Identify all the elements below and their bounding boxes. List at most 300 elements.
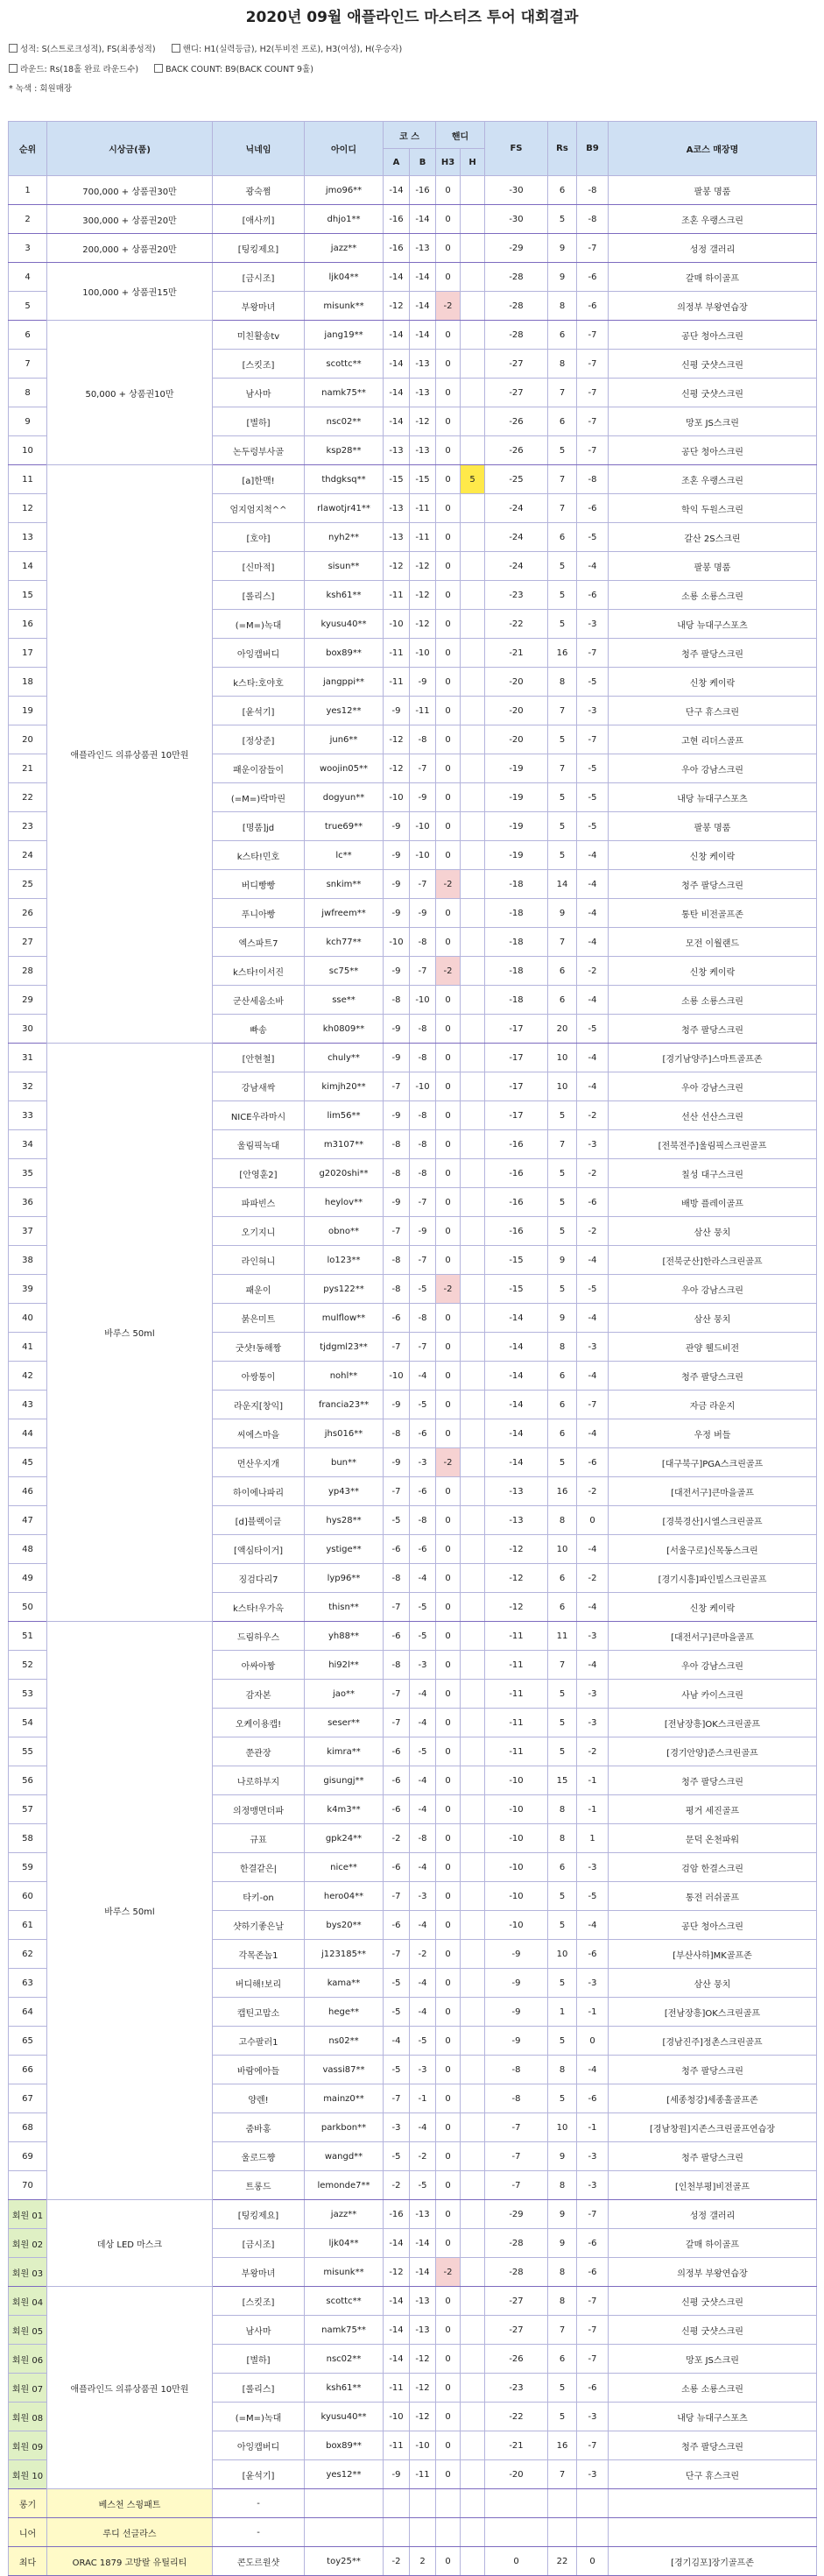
rs-cell: 20 <box>548 1015 577 1044</box>
store-cell: [경기안양]준스크린골프 <box>609 1737 817 1766</box>
fs-cell: -17 <box>485 1072 548 1101</box>
score-a-cell: -9 <box>384 841 410 870</box>
h3-cell: 0 <box>436 1333 461 1362</box>
score-b-cell: -8 <box>410 1101 436 1130</box>
fs-cell: -26 <box>485 436 548 465</box>
fs-cell: -7 <box>485 2142 548 2171</box>
h3-cell: 0 <box>436 2316 461 2345</box>
b9-cell: -6 <box>577 263 609 292</box>
h-cell <box>461 2403 485 2431</box>
score-b-cell: -12 <box>410 407 436 436</box>
id-cell: jang19** <box>305 321 384 350</box>
store-cell: 갈매 하이골프 <box>609 2229 817 2258</box>
h-cell <box>461 1159 485 1188</box>
b9-cell: -5 <box>577 668 609 697</box>
id-cell: dhjo1** <box>305 205 384 234</box>
score-b-cell: -9 <box>410 1217 436 1246</box>
prize-cell: 300,000 + 상품권20만 <box>47 205 213 234</box>
id-cell: kh0809** <box>305 1015 384 1044</box>
rank-cell: 61 <box>9 1911 47 1940</box>
table-row <box>9 205 817 234</box>
rs-cell: 6 <box>548 1564 577 1593</box>
b9-cell: -5 <box>577 1275 609 1304</box>
fs-cell: -26 <box>485 2345 548 2374</box>
h-cell <box>461 812 485 841</box>
b9-cell: -2 <box>577 1737 609 1766</box>
fs-cell: -24 <box>485 494 548 523</box>
h-cell <box>461 2084 485 2113</box>
id-cell: ksh61** <box>305 2374 384 2403</box>
score-a-cell: -12 <box>384 725 410 754</box>
h-cell <box>461 436 485 465</box>
h3-cell: 0 <box>436 2113 461 2142</box>
b9-cell: 0 <box>577 2027 609 2056</box>
score-a-cell: -14 <box>384 263 410 292</box>
rs-cell: 10 <box>548 1072 577 1101</box>
h-cell <box>461 552 485 581</box>
nick-cell: 양렌! <box>213 2084 305 2113</box>
score-a-cell: -13 <box>384 523 410 552</box>
legend-line-3: * 녹색 : 회원매장 <box>9 84 73 94</box>
score-b-cell <box>410 2489 436 2518</box>
score-b-cell: -4 <box>410 1709 436 1737</box>
h3-cell: 0 <box>436 176 461 205</box>
store-cell: 우아 강남스크린 <box>609 754 817 783</box>
id-cell: yh88** <box>305 1622 384 1651</box>
rs-cell: 7 <box>548 2460 577 2489</box>
score-b-cell: -11 <box>410 494 436 523</box>
score-b-cell: -6 <box>410 1477 436 1506</box>
b9-cell: -6 <box>577 581 609 610</box>
score-a-cell: -16 <box>384 205 410 234</box>
prize-cell: 50,000 + 상품권10만 <box>47 321 213 465</box>
fs-cell: -9 <box>485 1998 548 2027</box>
rank-cell: 31 <box>9 1044 47 1072</box>
rs-cell: 5 <box>548 1101 577 1130</box>
score-a-cell: -6 <box>384 1766 410 1795</box>
nick-cell: 아잉캡버디 <box>213 639 305 668</box>
id-cell: box89** <box>305 2431 384 2460</box>
id-cell: mulflow** <box>305 1304 384 1333</box>
score-a-cell: -7 <box>384 1680 410 1709</box>
nick-cell: 남사마 <box>213 2316 305 2345</box>
store-cell: [인천부평]비전골프 <box>609 2171 817 2200</box>
fs-cell: -16 <box>485 1217 548 1246</box>
fs-cell: -27 <box>485 2287 548 2316</box>
fs-cell: -14 <box>485 1391 548 1419</box>
rs-cell: 8 <box>548 668 577 697</box>
b9-cell: -3 <box>577 697 609 725</box>
rank-cell: 68 <box>9 2113 47 2142</box>
score-b-cell: -4 <box>410 1766 436 1795</box>
prize-cell: 루디 선글라스 <box>47 2518 213 2547</box>
fs-cell: -30 <box>485 176 548 205</box>
h-cell <box>461 1651 485 1680</box>
store-cell: 신창 케이락 <box>609 668 817 697</box>
b9-cell: 0 <box>577 2547 609 2576</box>
nick-cell: 버디해!보리 <box>213 1969 305 1998</box>
h3-cell: 0 <box>436 1159 461 1188</box>
score-b-cell: 2 <box>410 2547 436 2576</box>
score-b-cell: -8 <box>410 1044 436 1072</box>
score-a-cell: -11 <box>384 2431 410 2460</box>
b9-cell: -3 <box>577 2171 609 2200</box>
rs-cell: 6 <box>548 1362 577 1391</box>
rs-cell: 5 <box>548 1882 577 1911</box>
h3-cell: -2 <box>436 957 461 986</box>
h3-cell: 0 <box>436 1651 461 1680</box>
h3-cell: 0 <box>436 2403 461 2431</box>
h-cell <box>461 986 485 1015</box>
id-cell: j123185** <box>305 1940 384 1969</box>
score-a-cell: -8 <box>384 1564 410 1593</box>
b9-cell: -6 <box>577 1940 609 1969</box>
fs-cell: -10 <box>485 1795 548 1824</box>
b9-cell: -5 <box>577 783 609 812</box>
store-cell: 공단 청아스크린 <box>609 1911 817 1940</box>
h-cell <box>461 494 485 523</box>
nick-cell: [안현철] <box>213 1044 305 1072</box>
rs-cell: 5 <box>548 552 577 581</box>
id-cell: kch77** <box>305 928 384 957</box>
score-a-cell: -14 <box>384 350 410 379</box>
score-b-cell: -13 <box>410 436 436 465</box>
legend-line-1 <box>9 42 402 54</box>
id-cell: thisn** <box>305 1593 384 1622</box>
b9-cell: -4 <box>577 986 609 1015</box>
store-cell: 청주 팔당스크린 <box>609 2431 817 2460</box>
rs-cell: 7 <box>548 465 577 494</box>
score-a-cell: -9 <box>384 812 410 841</box>
score-a-cell: -14 <box>384 2229 410 2258</box>
fs-cell: -14 <box>485 1333 548 1362</box>
fs-cell: -20 <box>485 697 548 725</box>
nick-cell: 타키-on <box>213 1882 305 1911</box>
score-b-cell: -12 <box>410 610 436 639</box>
score-b-cell: -10 <box>410 986 436 1015</box>
fs-cell: -14 <box>485 1419 548 1448</box>
h3-cell: 0 <box>436 1737 461 1766</box>
rank-cell: 10 <box>9 436 47 465</box>
rank-cell: 16 <box>9 610 47 639</box>
rank-cell: 5 <box>9 292 47 321</box>
rank-cell: 20 <box>9 725 47 754</box>
b9-cell: -8 <box>577 176 609 205</box>
b9-cell: -4 <box>577 899 609 928</box>
store-cell: [경북경산]시엘스크린골프 <box>609 1506 817 1535</box>
rs-cell: 8 <box>548 1506 577 1535</box>
store-cell: 신평 굿샷스크린 <box>609 350 817 379</box>
score-b-cell: -5 <box>410 1593 436 1622</box>
nick-cell: 드림하우스 <box>213 1622 305 1651</box>
rank-cell: 회원 10 <box>9 2460 47 2489</box>
h3-cell: 0 <box>436 205 461 234</box>
h3-cell: 0 <box>436 1362 461 1391</box>
store-cell: [경남진주]정촌스크린골프 <box>609 2027 817 2056</box>
table-row <box>9 2200 817 2229</box>
h-cell <box>461 2374 485 2403</box>
h-cell <box>461 2171 485 2200</box>
rs-cell: 7 <box>548 2316 577 2345</box>
h-cell <box>461 1246 485 1275</box>
h3-cell: 0 <box>436 754 461 783</box>
store-cell: 우아 강남스크린 <box>609 1651 817 1680</box>
score-a-cell: -13 <box>384 436 410 465</box>
h-cell <box>461 2056 485 2084</box>
h3-cell: 0 <box>436 1940 461 1969</box>
h3-cell: 0 <box>436 1044 461 1072</box>
h3-cell <box>436 2518 461 2547</box>
id-cell: yes12** <box>305 697 384 725</box>
fs-cell: -11 <box>485 1622 548 1651</box>
score-b-cell: -13 <box>410 2200 436 2229</box>
nick-cell: 푸니아빵 <box>213 899 305 928</box>
score-b-cell: -7 <box>410 1246 436 1275</box>
h-cell <box>461 1419 485 1448</box>
score-a-cell: -12 <box>384 552 410 581</box>
nick-cell: 엄지엄지척^^ <box>213 494 305 523</box>
nick-cell: 군산세움소바 <box>213 986 305 1015</box>
fs-cell: -17 <box>485 1044 548 1072</box>
nick-cell: 부왕마녀 <box>213 2258 305 2287</box>
rs-cell: 5 <box>548 1275 577 1304</box>
store-cell: 갈산 2S스크린 <box>609 523 817 552</box>
nick-cell: [신마적] <box>213 552 305 581</box>
id-cell: lyp96** <box>305 1564 384 1593</box>
score-b-cell: -12 <box>410 552 436 581</box>
rank-cell: 1 <box>9 176 47 205</box>
h3-cell: 0 <box>436 899 461 928</box>
rank-cell: 30 <box>9 1015 47 1044</box>
store-cell: 고현 리더스골프 <box>609 725 817 754</box>
score-a-cell: -10 <box>384 928 410 957</box>
rank-cell: 34 <box>9 1130 47 1159</box>
score-b-cell: -6 <box>410 1419 436 1448</box>
rs-cell: 6 <box>548 957 577 986</box>
store-cell: 학익 두원스크린 <box>609 494 817 523</box>
score-b-cell: -7 <box>410 1333 436 1362</box>
rs-cell: 14 <box>548 870 577 899</box>
h-cell <box>461 1940 485 1969</box>
rank-cell: 50 <box>9 1593 47 1622</box>
score-a-cell: -2 <box>384 2171 410 2200</box>
id-cell: k4m3** <box>305 1795 384 1824</box>
fs-cell: -20 <box>485 725 548 754</box>
score-b-cell: -4 <box>410 2113 436 2142</box>
h-cell <box>461 2113 485 2142</box>
id-cell: snkim** <box>305 870 384 899</box>
rs-cell: 9 <box>548 234 577 263</box>
table-row <box>9 2547 817 2576</box>
store-cell: 공단 청아스크린 <box>609 436 817 465</box>
prize-cell: 베스천 스윙패트 <box>47 2489 213 2518</box>
rs-cell: 7 <box>548 494 577 523</box>
rs-cell: 8 <box>548 292 577 321</box>
nick-cell: 나로하부지 <box>213 1766 305 1795</box>
nick-cell: 굿샷!동해짱 <box>213 1333 305 1362</box>
rank-cell: 23 <box>9 812 47 841</box>
b9-cell: -2 <box>577 1477 609 1506</box>
rs-cell: 16 <box>548 2431 577 2460</box>
id-cell: obno** <box>305 1217 384 1246</box>
score-b-cell: -7 <box>410 957 436 986</box>
nick-cell: 의정맹면더파 <box>213 1795 305 1824</box>
score-b-cell: -5 <box>410 2027 436 2056</box>
rank-cell: 54 <box>9 1709 47 1737</box>
score-b-cell: -7 <box>410 1188 436 1217</box>
b9-cell: -5 <box>577 754 609 783</box>
h-cell <box>461 1535 485 1564</box>
id-cell: jao** <box>305 1680 384 1709</box>
h3-cell: 0 <box>436 1709 461 1737</box>
fs-cell: -18 <box>485 899 548 928</box>
nick-cell: 광숙쩜 <box>213 176 305 205</box>
h3-cell: 0 <box>436 465 461 494</box>
rs-cell: 5 <box>548 2084 577 2113</box>
h-cell <box>461 292 485 321</box>
col-handicap: 핸디 <box>436 122 485 149</box>
b9-cell: 1 <box>577 1824 609 1853</box>
nick-cell: (=M=)녹대 <box>213 610 305 639</box>
b9-cell: -4 <box>577 1072 609 1101</box>
score-b-cell: -4 <box>410 1969 436 1998</box>
fs-cell: -26 <box>485 407 548 436</box>
h-cell <box>461 2316 485 2345</box>
fs-cell: -8 <box>485 2056 548 2084</box>
score-b-cell: -5 <box>410 1737 436 1766</box>
fs-cell: -10 <box>485 1882 548 1911</box>
h3-cell: 0 <box>436 697 461 725</box>
score-a-cell: -7 <box>384 2084 410 2113</box>
nick-cell: 부왕마녀 <box>213 292 305 321</box>
b9-cell: -3 <box>577 1853 609 1882</box>
nick-cell: 파파빈스 <box>213 1188 305 1217</box>
nick-cell: 징검다리7 <box>213 1564 305 1593</box>
store-cell: 문덕 온천파워 <box>609 1824 817 1853</box>
store-cell: [대전서구]큰마을골프 <box>609 1477 817 1506</box>
fs-cell: -14 <box>485 1362 548 1391</box>
legend-handicap: 핸디: H1(실력등급), H2(투비전 프로), H3(여성), H(우승자) <box>182 45 403 54</box>
h3-cell: 0 <box>436 1246 461 1275</box>
store-cell: 팔봉 명품 <box>609 552 817 581</box>
score-b-cell: -11 <box>410 2460 436 2489</box>
id-cell: jazz** <box>305 234 384 263</box>
nick-cell: 먼산우지개 <box>213 1448 305 1477</box>
h-cell <box>461 1130 485 1159</box>
store-cell: 청주 팔당스크린 <box>609 870 817 899</box>
fs-cell: -12 <box>485 1564 548 1593</box>
h3-cell: 0 <box>436 321 461 350</box>
h3-cell: 0 <box>436 1998 461 2027</box>
score-a-cell: -14 <box>384 176 410 205</box>
h3-cell: 0 <box>436 2374 461 2403</box>
rank-cell: 21 <box>9 754 47 783</box>
score-a-cell: -11 <box>384 639 410 668</box>
nick-cell: [명품]jd <box>213 812 305 841</box>
store-cell: 검암 한결스크린 <box>609 1853 817 1882</box>
b9-cell: -4 <box>577 1419 609 1448</box>
rs-cell: 10 <box>548 1940 577 1969</box>
id-cell: parkbon** <box>305 2113 384 2142</box>
score-b-cell: -9 <box>410 668 436 697</box>
fs-cell: -17 <box>485 1015 548 1044</box>
fs-cell: -16 <box>485 1188 548 1217</box>
score-a-cell: -14 <box>384 2287 410 2316</box>
rank-cell: 6 <box>9 321 47 350</box>
h-cell <box>461 1737 485 1766</box>
page-title: 2020년 09월 애플라인드 마스터즈 투어 대회결과 <box>245 9 579 26</box>
rs-cell: 8 <box>548 2258 577 2287</box>
h3-cell: 0 <box>436 2056 461 2084</box>
score-a-cell: -6 <box>384 1853 410 1882</box>
legend-backcount: BACK COUNT: B9(BACK COUNT 9홀) <box>166 65 313 74</box>
rs-cell: 6 <box>548 407 577 436</box>
legend-line-2 <box>9 62 313 74</box>
nick-cell: 울림픽녹대 <box>213 1130 305 1159</box>
store-cell: [부산사하]MK골프존 <box>609 1940 817 1969</box>
store-cell: 청주 팔당스크린 <box>609 1766 817 1795</box>
id-cell: true69** <box>305 812 384 841</box>
nick-cell: 쭌관장 <box>213 1737 305 1766</box>
fs-cell: -18 <box>485 986 548 1015</box>
rank-cell: 32 <box>9 1072 47 1101</box>
score-a-cell: -12 <box>384 292 410 321</box>
store-cell: 평거 세진골프 <box>609 1795 817 1824</box>
score-b-cell: -13 <box>410 2287 436 2316</box>
score-a-cell: -14 <box>384 321 410 350</box>
table-row <box>9 321 817 350</box>
id-cell: gpk24** <box>305 1824 384 1853</box>
score-b-cell: -3 <box>410 1448 436 1477</box>
b9-cell: -4 <box>577 1362 609 1391</box>
score-b-cell: -5 <box>410 1391 436 1419</box>
score-a-cell: -8 <box>384 1419 410 1448</box>
fs-cell: -11 <box>485 1709 548 1737</box>
nick-cell: [d]블랙이글 <box>213 1506 305 1535</box>
id-cell: vassi87** <box>305 2056 384 2084</box>
store-cell: 조혼 우랭스크린 <box>609 205 817 234</box>
prize-cell: 바루스 50ml <box>47 1044 213 1622</box>
h3-cell: 0 <box>436 1795 461 1824</box>
score-b-cell: -13 <box>410 234 436 263</box>
rs-cell: 8 <box>548 1824 577 1853</box>
id-cell: dogyun** <box>305 783 384 812</box>
score-b-cell: -2 <box>410 1940 436 1969</box>
score-a-cell: -8 <box>384 1159 410 1188</box>
store-cell: 망포 JS스크린 <box>609 2345 817 2374</box>
score-a-cell: -7 <box>384 1593 410 1622</box>
h-cell <box>461 1448 485 1477</box>
store-cell: [서울구로]신목동스크린 <box>609 1535 817 1564</box>
rank-cell: 53 <box>9 1680 47 1709</box>
score-a-cell <box>384 2518 410 2547</box>
b9-cell: -7 <box>577 1391 609 1419</box>
nick-cell: 패운이잠들이 <box>213 754 305 783</box>
b9-cell: -1 <box>577 1795 609 1824</box>
rs-cell: 5 <box>548 1188 577 1217</box>
store-cell: 삼산 뭉치 <box>609 1304 817 1333</box>
id-cell: lim56** <box>305 1101 384 1130</box>
rank-cell: 35 <box>9 1159 47 1188</box>
fs-cell: -7 <box>485 2113 548 2142</box>
rs-cell: 5 <box>548 581 577 610</box>
store-cell: 모전 이월랜드 <box>609 928 817 957</box>
rs-cell: 5 <box>548 610 577 639</box>
score-b-cell: -4 <box>410 1998 436 2027</box>
score-a-cell: -8 <box>384 1246 410 1275</box>
store-cell: [전북전주]울림픽스크린골프 <box>609 1130 817 1159</box>
h-cell <box>461 1593 485 1622</box>
